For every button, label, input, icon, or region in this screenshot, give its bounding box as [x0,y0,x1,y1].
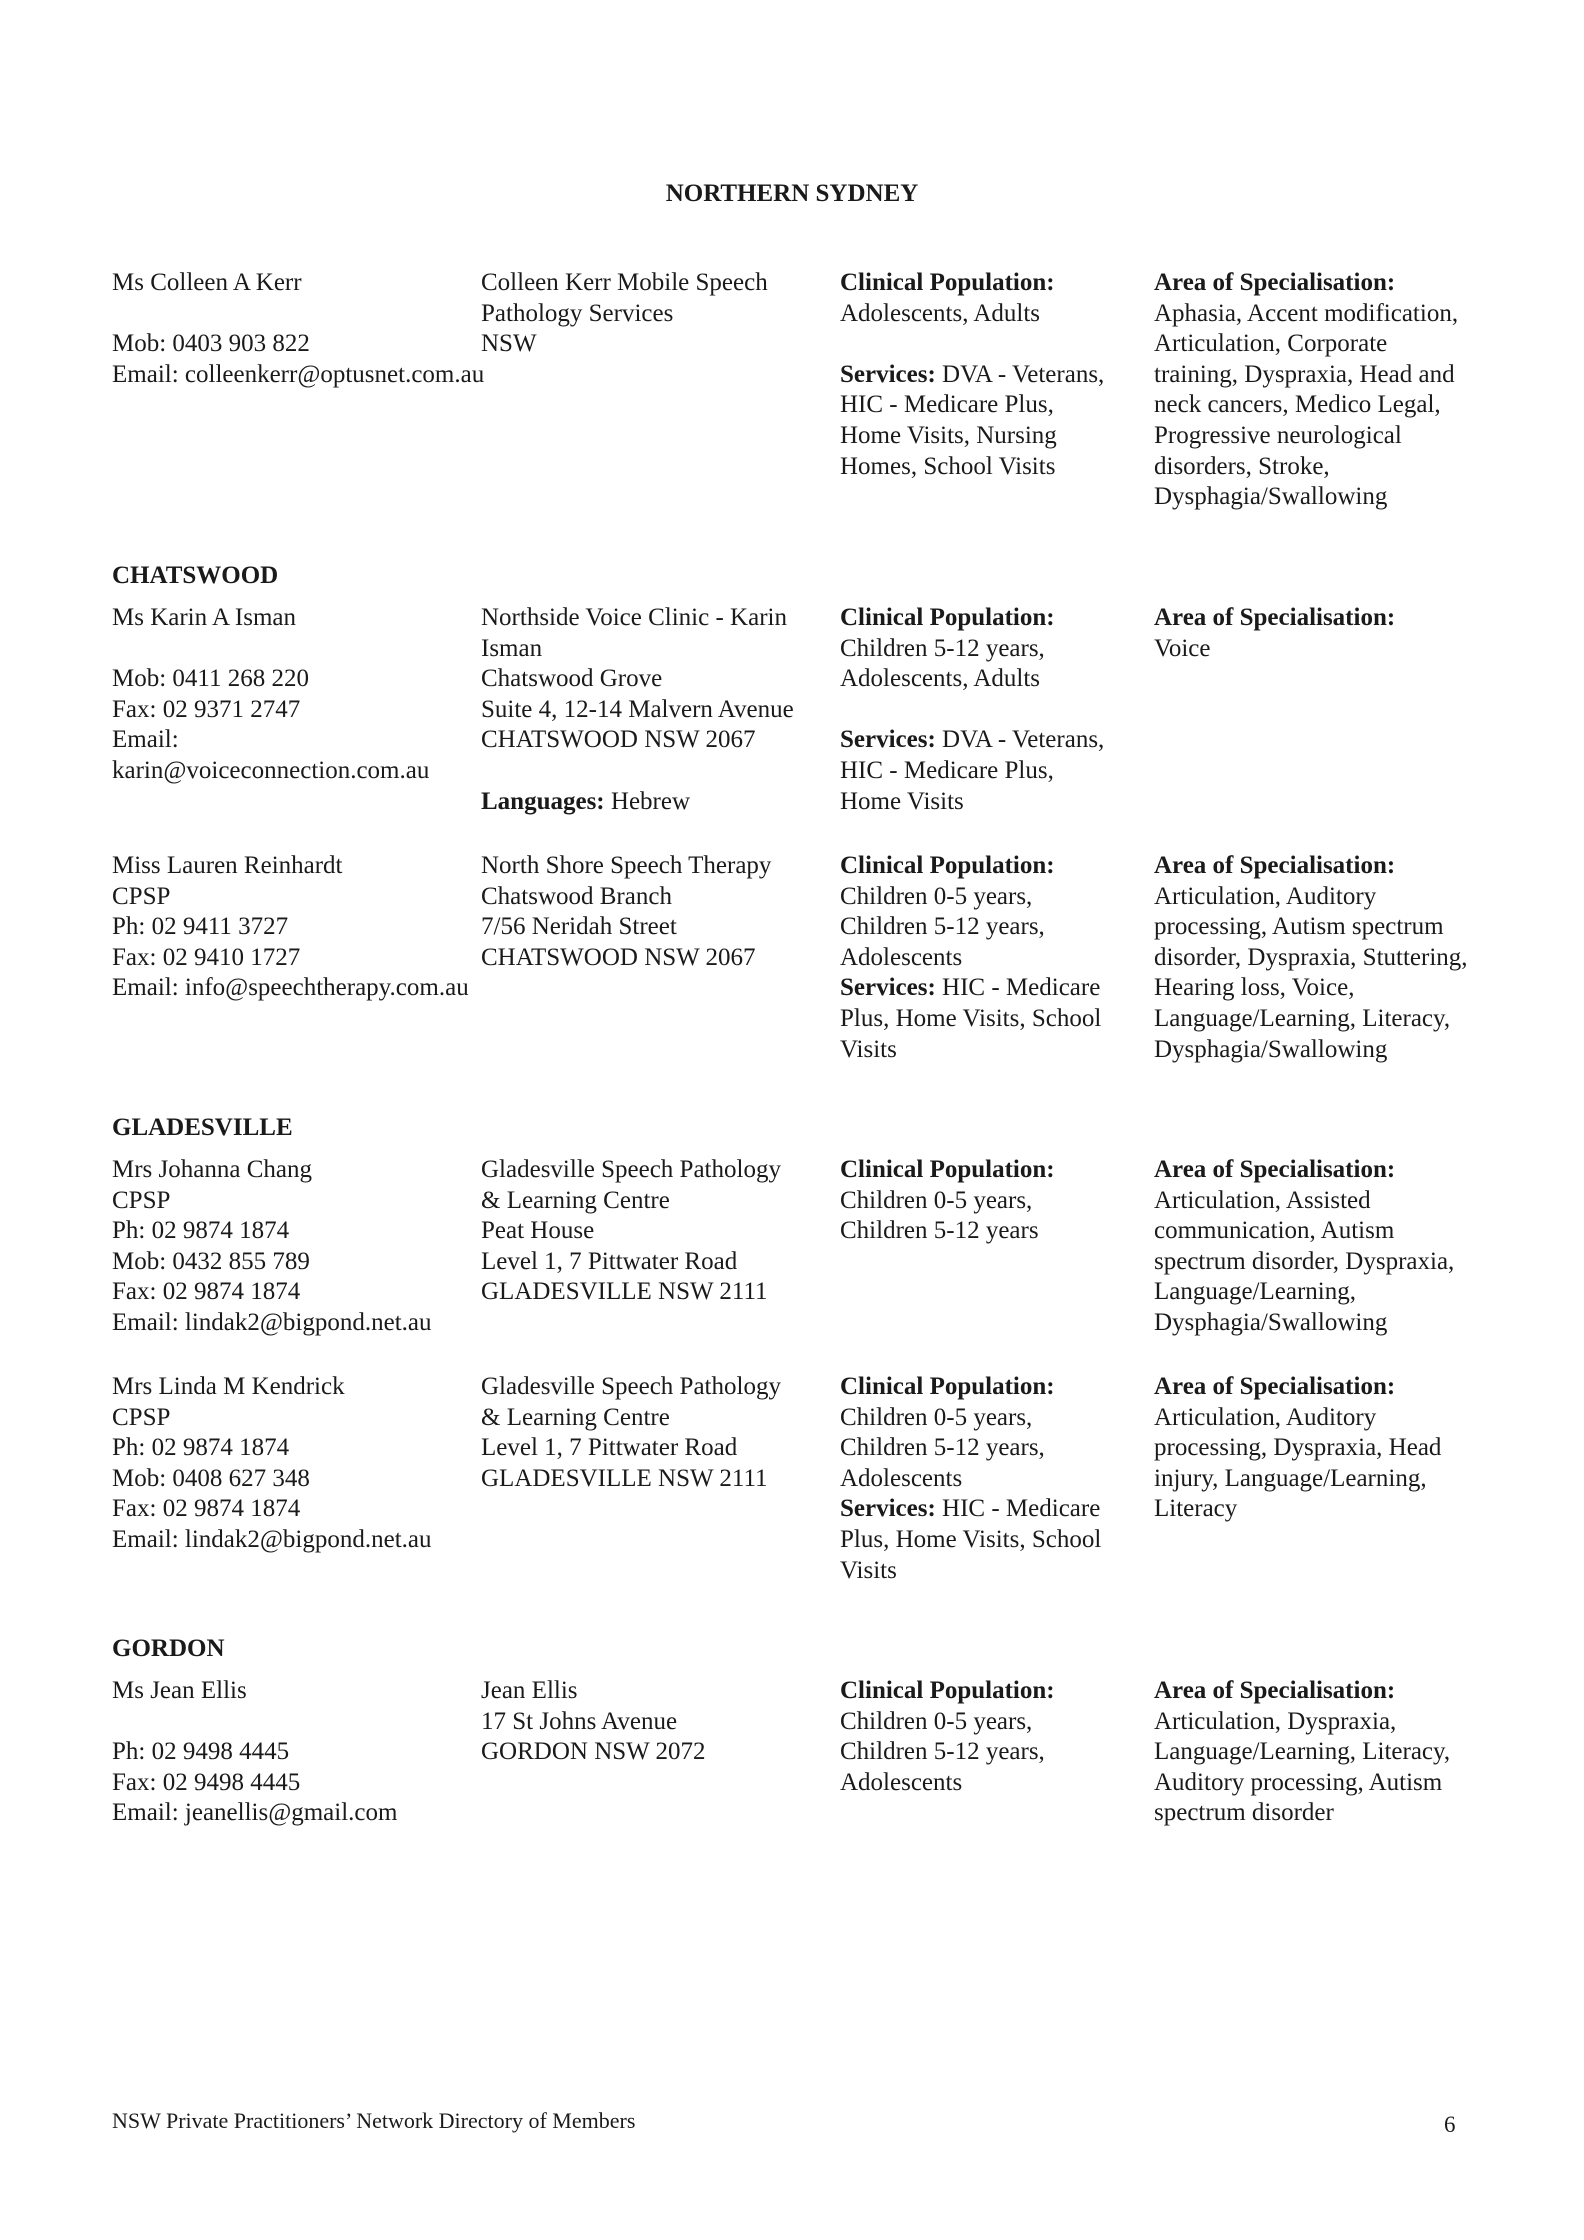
clinical-population-label: Clinical Population: [840,852,1055,879]
specialisation-line: Language/Learning, [1154,1278,1356,1306]
clinical-population-line: Adolescents, Adults [840,299,1040,327]
contact-line: Fax: 02 9874 1874 [112,1495,301,1523]
practice-column [481,1676,706,1768]
specialisation-line: Dysphagia/Swallowing [1154,1035,1388,1063]
practice-line: Colleen Kerr Mobile Speech [481,269,768,296]
services-line: Plus, Home Visits, School [840,1004,1102,1032]
contact-column [112,1155,432,1339]
specialisation-column [1154,603,1395,664]
practice-line: 17 St Johns Avenue [481,1707,678,1735]
practice-line: Suite 4, 12-14 Malvern Avenue [481,695,794,723]
contact-line: CPSP [112,1403,171,1431]
contact-line: Ph: 02 9498 4445 [112,1738,290,1766]
practitioner-name: Ms Jean Ellis [112,1677,247,1704]
contact-line: Fax: 02 9874 1874 [112,1278,301,1306]
practice-line: North Shore Speech Therapy [481,852,772,879]
languages-label: Languages: [481,787,605,815]
practice-line: & Learning Centre [481,1186,670,1214]
specialisation-column [1154,1372,1441,1525]
practice-line: GLADESVILLE NSW 2111 [481,1464,768,1492]
practice-line: Jean Ellis [481,1677,578,1704]
services-label: Services: [840,974,936,1002]
practitioner-name: Ms Colleen A Kerr [112,269,302,296]
clinical-population-line: Children 0-5 years, [840,882,1033,910]
clinical-population-line: Adolescents [840,943,963,971]
section-heading-gladesville: GLADESVILLE [112,1114,293,1141]
contact-line: CPSP [112,1186,171,1214]
services-line: DVA - Veterans, [942,360,1105,388]
clinical-population-line: Children 5-12 years, [840,1738,1045,1766]
specialisation-column [1154,1155,1454,1339]
contact-line: Ph: 02 9874 1874 [112,1434,290,1462]
specialisation-line: Articulation, Dyspraxia, [1154,1707,1397,1735]
contact-line: Mob: 0411 268 220 [112,665,309,693]
services-line: Visits [840,1556,897,1584]
practice-line: Level 1, 7 Pittwater Road [481,1247,738,1275]
clinical-population-line: Children 0-5 years, [840,1707,1033,1735]
practice-line: Chatswood Branch [481,882,672,910]
specialisation-line: Articulation, Auditory [1154,1403,1377,1431]
practitioner-name: Ms Karin A Isman [112,604,297,631]
contact-column [112,1676,397,1829]
services-line: Visits [840,1035,897,1063]
specialisation-line: Hearing loss, Voice, [1154,974,1355,1002]
practice-column [481,268,768,360]
practice-line: Peat House [481,1217,595,1245]
contact-line: Ph: 02 9874 1874 [112,1217,290,1245]
contact-column [112,851,469,1004]
specialisation-line: Articulation, Auditory [1154,882,1377,910]
specialisation-line: training, Dyspraxia, Head and [1154,360,1455,388]
practice-line: CHATSWOOD NSW 2067 [481,726,756,754]
clinical-population-line: Adolescents [840,1768,963,1796]
contact-column [112,1372,432,1556]
practice-line: GLADESVILLE NSW 2111 [481,1278,768,1306]
specialisation-line: Progressive neurological [1154,421,1402,449]
specialisation-line: processing, Autism spectrum [1154,913,1444,941]
services-line: HIC - Medicare [942,1495,1101,1523]
practice-line: 7/56 Neridah Street [481,913,677,941]
contact-line: Email: colleenkerr@optusnet.com.au [112,360,485,388]
specialisation-line: Aphasia, Accent modification, [1154,299,1459,327]
practice-line: Northside Voice Clinic - Karin [481,604,787,631]
services-line: Home Visits, Nursing [840,421,1057,449]
contact-line: Mob: 0432 855 789 [112,1247,310,1275]
footer-title: NSW Private Practitioners’ Network Directory of Members [112,2108,636,2133]
practice-line: & Learning Centre [481,1403,670,1431]
services-line: DVA - Veterans, [942,726,1105,754]
contact-line: Mob: 0408 627 348 [112,1464,310,1492]
specialisation-label: Area of Specialisation: [1154,1373,1396,1400]
contact-line: CPSP [112,882,171,910]
specialisation-line: communication, Autism [1154,1217,1395,1245]
languages-value: Hebrew [610,787,691,815]
specialisation-label: Area of Specialisation: [1154,1156,1396,1183]
practice-line: Chatswood Grove [481,665,663,693]
practice-line: NSW [481,330,537,358]
page-number: 6 [1444,2112,1456,2137]
practitioner-name: Miss Lauren Reinhardt [112,852,343,879]
practice-column [481,1372,781,1494]
practice-column [481,1155,781,1308]
clinical-population-line: Children 5-12 years [840,1217,1039,1245]
contact-line: Fax: 02 9410 1727 [112,943,301,971]
practice-column [481,851,771,973]
services-label: Services: [840,726,936,754]
specialisation-line: Articulation, Assisted [1154,1186,1371,1214]
specialisation-column [1154,851,1468,1065]
contact-line [112,634,429,665]
specialisation-column [1154,1676,1450,1829]
population-column [840,1372,1101,1586]
specialisation-line: Dysphagia/Swallowing [1154,483,1388,511]
specialisation-line: Language/Learning, Literacy, [1154,1004,1451,1032]
clinical-population-label: Clinical Population: [840,1677,1055,1704]
specialisation-line: injury, Language/Learning, [1154,1464,1427,1492]
services-label: Services: [840,360,936,388]
specialisation-line: spectrum disorder [1154,1799,1334,1827]
specialisation-line: Auditory processing, Autism [1154,1768,1443,1796]
population-column [840,268,1104,482]
practice-line: Level 1, 7 Pittwater Road [481,1434,738,1462]
specialisation-column [1154,268,1458,513]
specialisation-label: Area of Specialisation: [1154,1677,1396,1704]
contact-column [112,268,484,390]
services-line: HIC - Medicare Plus, [840,756,1054,784]
population-column [840,603,1104,817]
clinical-population-line: Adolescents, Adults [840,665,1040,693]
specialisation-line: Dysphagia/Swallowing [1154,1308,1388,1336]
clinical-population-line: Children 5-12 years, [840,913,1045,941]
population-column [840,1676,1055,1798]
specialisation-label: Area of Specialisation: [1154,269,1396,296]
clinical-population-label: Clinical Population: [840,269,1055,296]
specialisation-line: Language/Learning, Literacy, [1154,1738,1451,1766]
contact-line: Email: lindak2@bigpond.net.au [112,1308,432,1336]
specialisation-line: neck cancers, Medico Legal, [1154,391,1441,419]
practice-line: Gladesville Speech Pathology [481,1373,781,1400]
contact-line: Fax: 02 9498 4445 [112,1768,301,1796]
population-column [840,1155,1055,1247]
contact-column [112,603,429,787]
clinical-population-line: Children 0-5 years, [840,1403,1033,1431]
services-line: Home Visits [840,787,964,815]
specialisation-line: Literacy [1154,1495,1238,1523]
practice-line: GORDON NSW 2072 [481,1738,706,1766]
contact-line: Email: [112,726,179,754]
practice-line: Isman [481,634,543,662]
contact-line: Ph: 02 9411 3727 [112,913,289,941]
section-heading-gordon: GORDON [112,1635,225,1662]
clinical-population-line: Children 0-5 years, [840,1186,1033,1214]
practice-line: Gladesville Speech Pathology [481,1156,781,1183]
contact-line: karin@voiceconnection.com.au [112,756,430,784]
services-line: Plus, Home Visits, School [840,1525,1102,1553]
services-label: Services: [840,1495,936,1523]
specialisation-line: disorder, Dyspraxia, Stuttering, [1154,943,1468,971]
services-line: HIC - Medicare Plus, [840,391,1054,419]
specialisation-line: Voice [1154,634,1211,662]
clinical-population-label: Clinical Population: [840,1373,1055,1400]
clinical-population-label: Clinical Population: [840,1156,1055,1183]
practitioner-name: Mrs Johanna Chang [112,1156,312,1183]
clinical-population-line: Children 5-12 years, [840,634,1045,662]
contact-line: Fax: 02 9371 2747 [112,695,301,723]
clinical-population-line: Adolescents [840,1464,963,1492]
specialisation-line: disorders, Stroke, [1154,452,1330,480]
specialisation-label: Area of Specialisation: [1154,852,1396,879]
practitioner-name: Mrs Linda M Kendrick [112,1373,345,1400]
clinical-population-line: Children 5-12 years, [840,1434,1045,1462]
specialisation-line: processing, Dyspraxia, Head [1154,1434,1442,1462]
specialisation-label: Area of Specialisation: [1154,604,1396,631]
services-line: Homes, School Visits [840,452,1056,480]
specialisation-line: spectrum disorder, Dyspraxia, [1154,1247,1455,1275]
practice-column [481,603,794,817]
specialisation-line: Articulation, Corporate [1154,330,1388,358]
practice-line: Pathology Services [481,299,674,327]
practice-line: CHATSWOOD NSW 2067 [481,943,756,971]
contact-line: Email: jeanellis@gmail.com [112,1799,398,1827]
clinical-population-label: Clinical Population: [840,604,1055,631]
section-heading-chatswood: CHATSWOOD [112,562,279,589]
services-line: HIC - Medicare [942,974,1101,1002]
contact-line: Mob: 0403 903 822 [112,330,310,358]
contact-line [112,299,484,330]
population-column [840,851,1101,1065]
contact-line [112,1707,397,1738]
page-title: NORTHERN SYDNEY [665,180,919,207]
contact-line: Email: lindak2@bigpond.net.au [112,1525,432,1553]
contact-line: Email: info@speechtherapy.com.au [112,974,469,1002]
